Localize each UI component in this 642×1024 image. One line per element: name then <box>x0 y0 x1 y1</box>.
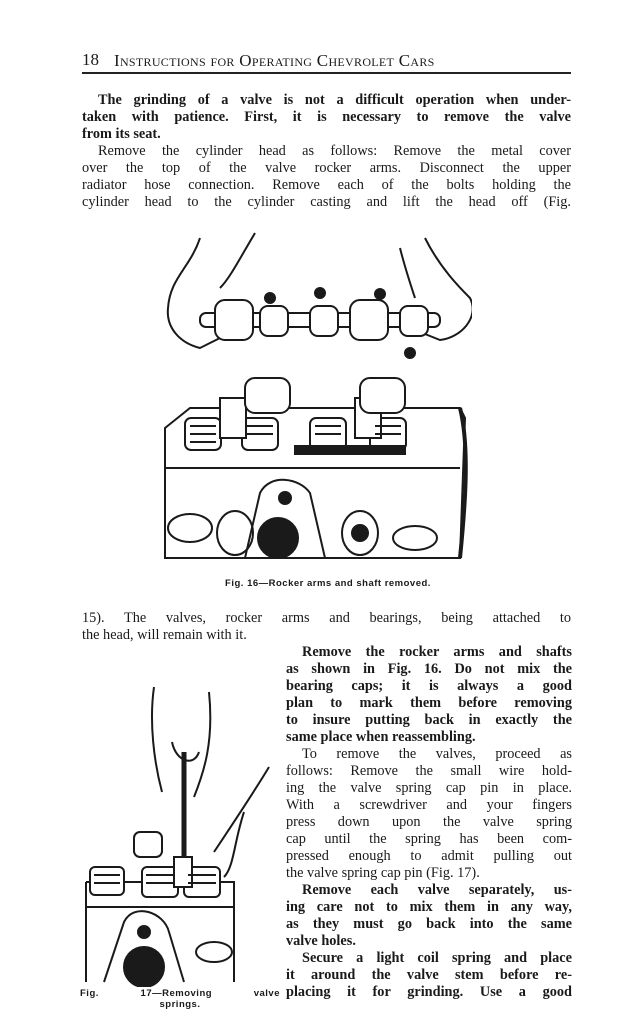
text-line: plan to mark them before removing <box>286 695 572 711</box>
text-line: radiator hose connection. Remove each of the bolts holding the <box>82 177 571 193</box>
figure-16-illustration <box>160 228 472 568</box>
page-number: 18 <box>82 50 99 69</box>
running-header <box>82 50 571 74</box>
text-line: cylinder head to the cylinder casting and lift the head off (Fig. <box>82 194 571 210</box>
text-line: Remove the cylinder head as follows: Remove the metal cover <box>98 143 571 159</box>
text-line: taken with patience. First, it is necessary to remove the valve <box>82 109 571 125</box>
text-line: Secure a light coil spring and place <box>302 950 572 966</box>
figure-16-caption: Fig. 16—Rocker arms and shaft removed. <box>225 578 431 589</box>
text-line: With a screwdriver and your fingers <box>286 797 572 813</box>
text-line: as shown in Fig. 16. Do not mix the <box>286 661 572 677</box>
text-line: from its seat. <box>82 126 161 142</box>
figure-17-caption-line1: Fig. 17—Removing valve <box>80 988 280 999</box>
intro-paragraphs <box>82 92 571 211</box>
text-line: it around the valve stem before re- <box>286 967 572 983</box>
text-line: bearing caps; it is always a good <box>286 678 572 694</box>
text-line: To remove the valves, proceed as <box>302 746 572 762</box>
continued-paragraph <box>82 610 571 644</box>
figure-17-illustration <box>84 682 274 987</box>
right-column-paragraphs <box>286 644 572 1001</box>
text-line: ing care not to mix them in any way, <box>286 899 572 915</box>
text-line: to insure putting back in exactly the <box>286 712 572 728</box>
running-title: Instructions for Operating Chevrolet Cars <box>114 51 435 70</box>
text-line: Remove the rocker arms and shafts <box>302 644 572 660</box>
text-line: ing the valve spring cap pin in place. <box>286 780 572 796</box>
text-line: follows: Remove the small wire hold- <box>286 763 572 779</box>
figure-17-caption <box>80 988 280 1010</box>
text-line: Remove each valve separately, us- <box>302 882 572 898</box>
text-line: the valve spring cap pin (Fig. 17). <box>286 865 480 881</box>
text-line: 15). The valves, rocker arms and bearings, being attached to <box>82 610 571 626</box>
text-line: The grinding of a valve is not a difficult operation when under- <box>98 92 571 108</box>
text-line: over the top of the valve rocker arms. Disconnect the upper <box>82 160 571 176</box>
figure-17-caption-line2: springs. <box>159 999 201 1010</box>
text-line: as they must go back into the same <box>286 916 572 932</box>
text-line: valve holes. <box>286 933 356 949</box>
text-line: cap until the spring has been com- <box>286 831 572 847</box>
text-line: press down upon the valve spring <box>286 814 572 830</box>
text-line: placing it for grinding. Use a good <box>286 984 572 1000</box>
text-line: same place when reassembling. <box>286 729 476 745</box>
text-line: pressed enough to admit pulling out <box>286 848 572 864</box>
text-line: the head, will remain with it. <box>82 627 247 643</box>
